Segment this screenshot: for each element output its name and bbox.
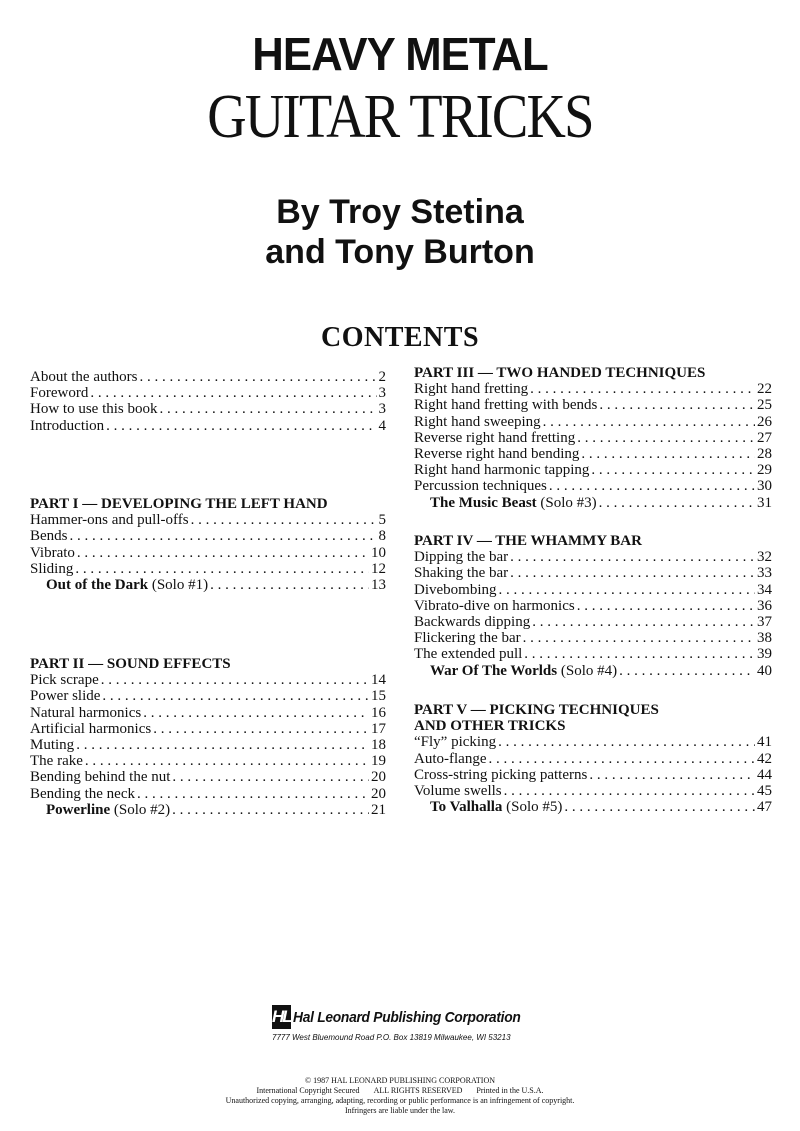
leader-dots bbox=[589, 767, 755, 783]
toc-entry[interactable] bbox=[30, 672, 386, 688]
toc-entry[interactable] bbox=[30, 737, 386, 753]
publisher-name: Hal Leonard Publishing Corporation bbox=[292, 1008, 521, 1026]
solo-title: The Music Beast bbox=[430, 494, 537, 511]
toc-entry[interactable] bbox=[414, 630, 772, 646]
leader-dots bbox=[172, 769, 369, 785]
leader-dots bbox=[530, 381, 755, 397]
toc-entry-page: 16 bbox=[371, 704, 386, 721]
toc-entry[interactable] bbox=[30, 545, 386, 561]
toc-entry-page: 26 bbox=[757, 413, 772, 430]
leader-dots bbox=[76, 737, 369, 753]
leader-dots bbox=[488, 751, 755, 767]
toc-part-4 bbox=[414, 533, 772, 679]
unauthorized-line: Unauthorized copying, arranging, adapting, recording or public performance is an infringement of copyright. bbox=[225, 1096, 575, 1105]
toc-entry-page: 15 bbox=[371, 688, 386, 705]
leader-dots bbox=[139, 369, 376, 385]
toc-solo-entry[interactable] bbox=[414, 495, 772, 511]
toc-entry-page: 37 bbox=[757, 613, 772, 630]
author-line-2: and Tony Burton bbox=[265, 233, 535, 271]
leader-dots bbox=[70, 528, 377, 544]
toc-entry[interactable] bbox=[414, 478, 772, 494]
toc-entry-label: The extended pull bbox=[414, 646, 523, 663]
leader-dots bbox=[599, 397, 755, 413]
part-heading: PART IV — THE WHAMMY BAR bbox=[414, 533, 642, 549]
toc-entry[interactable] bbox=[30, 769, 386, 785]
toc-entry[interactable] bbox=[414, 614, 772, 630]
toc-entry-label: “Fly” picking bbox=[414, 734, 497, 751]
publisher-logo bbox=[272, 1005, 532, 1029]
contents-heading: CONTENTS bbox=[320, 322, 480, 353]
leader-dots bbox=[90, 385, 376, 401]
leader-dots bbox=[172, 802, 369, 818]
toc-entry-page: 17 bbox=[371, 720, 386, 737]
leader-dots bbox=[524, 646, 755, 662]
toc-entry-label: Percussion techniques bbox=[414, 478, 547, 495]
publisher-block bbox=[272, 1005, 532, 1042]
book-title-line1: HEAVY METAL bbox=[252, 28, 548, 80]
toc-entry-label: Hammer-ons and pull-offs bbox=[30, 512, 189, 529]
part-heading: PART II — SOUND EFFECTS bbox=[30, 656, 231, 672]
leader-dots bbox=[591, 462, 755, 478]
toc-solo-entry[interactable] bbox=[414, 799, 772, 815]
toc-entry-label: Right hand harmonic tapping bbox=[414, 462, 590, 479]
leader-dots bbox=[504, 783, 755, 799]
toc-entry[interactable] bbox=[30, 418, 386, 434]
toc-entry-page: 4 bbox=[378, 417, 386, 434]
toc-entry[interactable] bbox=[414, 734, 772, 750]
rights-printed-in: Printed in the U.S.A. bbox=[476, 1086, 544, 1095]
book-title-line2: GUITAR TRICKS bbox=[207, 83, 593, 151]
leader-dots bbox=[498, 734, 755, 750]
toc-solo-entry[interactable] bbox=[30, 802, 386, 818]
toc-intro-section bbox=[30, 369, 386, 434]
toc-entry-label: Introduction bbox=[30, 417, 105, 434]
leader-dots bbox=[153, 721, 369, 737]
toc-entry[interactable] bbox=[30, 561, 386, 577]
toc-entry[interactable] bbox=[414, 462, 772, 478]
toc-entry-page: 27 bbox=[757, 429, 772, 446]
toc-entry[interactable] bbox=[414, 767, 772, 783]
toc-entry[interactable] bbox=[30, 401, 386, 417]
toc-entry[interactable] bbox=[414, 751, 772, 767]
leader-dots bbox=[210, 577, 369, 593]
toc-entry[interactable] bbox=[414, 646, 772, 662]
toc-entry-page: 32 bbox=[757, 549, 772, 566]
toc-entry-page: 40 bbox=[757, 662, 772, 679]
leader-dots bbox=[581, 446, 755, 462]
toc-part-3 bbox=[414, 365, 772, 511]
toc-entry[interactable] bbox=[414, 783, 772, 799]
leader-dots bbox=[85, 753, 369, 769]
toc-entry-label: Power slide bbox=[30, 688, 101, 705]
rights-line bbox=[0, 1086, 800, 1096]
publisher-address: 7777 West Bluemound Road P.O. Box 13819 Milwaukee, WI 53213 bbox=[272, 1033, 511, 1042]
toc-entry-label: Muting bbox=[30, 736, 75, 753]
toc-entry-label bbox=[46, 802, 170, 818]
toc-entry-page: 42 bbox=[757, 750, 772, 767]
toc-entry-label: Reverse right hand bending bbox=[414, 445, 580, 462]
leader-dots bbox=[577, 598, 755, 614]
toc-entry-page: 19 bbox=[371, 753, 386, 770]
toc-entry-page: 18 bbox=[371, 736, 386, 753]
toc-entry-label bbox=[430, 663, 617, 679]
leader-dots bbox=[549, 478, 755, 494]
leader-dots bbox=[160, 401, 377, 417]
solo-title: Out of the Dark bbox=[46, 576, 149, 593]
toc-entry-page: 3 bbox=[378, 401, 386, 418]
toc-entry-page: 34 bbox=[757, 581, 772, 598]
leader-dots bbox=[499, 582, 756, 598]
solo-number: (Solo #1) bbox=[148, 576, 209, 593]
toc-entry-label: Right hand sweeping bbox=[414, 413, 541, 430]
leader-dots bbox=[564, 799, 755, 815]
toc-entry[interactable] bbox=[414, 381, 772, 397]
toc-entry-page: 30 bbox=[757, 478, 772, 495]
solo-number: (Solo #5) bbox=[502, 799, 563, 816]
toc-entry-label: How to use this book bbox=[30, 401, 158, 418]
leader-dots bbox=[543, 414, 755, 430]
leader-dots bbox=[532, 614, 755, 630]
toc-entry-page: 10 bbox=[371, 544, 386, 561]
leader-dots bbox=[191, 512, 377, 528]
hl-logo-icon: HL bbox=[272, 1005, 291, 1029]
part-heading-continued: AND OTHER TRICKS bbox=[414, 718, 566, 735]
toc-part-1 bbox=[30, 496, 386, 593]
toc-entry[interactable] bbox=[414, 430, 772, 446]
toc-entry-page: 31 bbox=[757, 494, 772, 511]
leader-dots bbox=[102, 688, 369, 704]
toc-entry-page: 39 bbox=[757, 646, 772, 663]
infringers-line: Infringers are liable under the law. bbox=[344, 1106, 456, 1115]
toc-entry-page: 41 bbox=[757, 734, 772, 751]
leader-dots bbox=[143, 705, 369, 721]
toc-entry-page: 21 bbox=[371, 801, 386, 818]
toc-entry-page: 25 bbox=[757, 397, 772, 414]
toc-entry-page: 38 bbox=[757, 630, 772, 647]
toc-entry-label: Sliding bbox=[30, 560, 74, 577]
toc-entry-label bbox=[430, 799, 562, 815]
solo-title: War Of The Worlds bbox=[430, 662, 558, 679]
toc-entry[interactable] bbox=[414, 565, 772, 581]
rights-reserved: ALL RIGHTS RESERVED bbox=[373, 1086, 463, 1095]
leader-dots bbox=[599, 495, 755, 511]
leader-dots bbox=[77, 545, 369, 561]
leader-dots bbox=[577, 430, 755, 446]
toc-entry-label: Volume swells bbox=[414, 782, 502, 799]
rights-copyright-secured: International Copyright Secured bbox=[256, 1086, 360, 1095]
toc-entry-label: Right hand fretting bbox=[414, 381, 529, 398]
toc-entry-label: Cross-string picking patterns bbox=[414, 766, 588, 783]
toc-entry[interactable] bbox=[414, 582, 772, 598]
copyright-line: © 1987 HAL LEONARD PUBLISHING CORPORATION bbox=[304, 1076, 495, 1085]
toc-entry-label: Bending behind the nut bbox=[30, 769, 171, 786]
toc-part-2 bbox=[30, 656, 386, 818]
toc-entry-page: 28 bbox=[757, 445, 772, 462]
toc-entry-page: 20 bbox=[371, 769, 386, 786]
leader-dots bbox=[619, 663, 755, 679]
toc-entry-page: 45 bbox=[757, 782, 772, 799]
toc-entry-label: Vibrato-dive on harmonics bbox=[414, 597, 575, 614]
part-heading: PART I — DEVELOPING THE LEFT HAND bbox=[30, 496, 328, 512]
part-heading: PART III — TWO HANDED TECHNIQUES bbox=[414, 365, 706, 381]
toc-entry[interactable] bbox=[30, 786, 386, 802]
toc-entry-label: Right hand fretting with bends bbox=[414, 397, 598, 414]
toc-entry-page: 22 bbox=[757, 381, 772, 398]
toc-entry[interactable] bbox=[414, 446, 772, 462]
toc-part-5 bbox=[414, 702, 772, 815]
toc-entry[interactable] bbox=[30, 528, 386, 544]
toc-entry-page: 29 bbox=[757, 462, 772, 479]
leader-dots bbox=[523, 630, 755, 646]
toc-entry-label: Artificial harmonics bbox=[30, 720, 152, 737]
leader-dots bbox=[510, 565, 755, 581]
toc-entry[interactable] bbox=[414, 598, 772, 614]
toc-entry-page: 44 bbox=[757, 766, 772, 783]
toc-entry-label: Flickering the bar bbox=[414, 630, 521, 647]
authors bbox=[0, 192, 800, 272]
leader-dots bbox=[137, 786, 369, 802]
toc-entry-page: 20 bbox=[371, 785, 386, 802]
leader-dots bbox=[106, 418, 376, 434]
toc-entry-page: 3 bbox=[378, 385, 386, 402]
toc-entry-label: Backwards dipping bbox=[414, 613, 531, 630]
toc-entry-page: 14 bbox=[371, 672, 386, 689]
toc-entry-page: 47 bbox=[757, 799, 772, 816]
toc-entry-label bbox=[46, 577, 208, 593]
toc-entry-label: About the authors bbox=[30, 369, 138, 385]
author-line-1: By Troy Stetina bbox=[276, 193, 524, 231]
leader-dots bbox=[510, 549, 755, 565]
leader-dots bbox=[75, 561, 369, 577]
toc-entry-page: 12 bbox=[371, 560, 386, 577]
leader-dots bbox=[101, 672, 369, 688]
toc-entry[interactable] bbox=[30, 369, 386, 385]
toc-entry[interactable] bbox=[414, 549, 772, 565]
copyright-notice bbox=[0, 1076, 800, 1116]
toc-entry-page: 5 bbox=[378, 512, 386, 529]
toc-entry-label: Natural harmonics bbox=[30, 704, 142, 721]
solo-title: Powerline bbox=[46, 801, 111, 818]
toc-entry-label: Vibrato bbox=[30, 544, 75, 561]
solo-number: (Solo #2) bbox=[110, 801, 171, 818]
toc-entry-page: 13 bbox=[371, 576, 386, 593]
solo-number: (Solo #3) bbox=[536, 494, 597, 511]
toc-entry[interactable] bbox=[30, 688, 386, 704]
toc-entry-page: 36 bbox=[757, 597, 772, 614]
part-heading: PART V — PICKING TECHNIQUES bbox=[414, 702, 659, 718]
toc-entry[interactable] bbox=[30, 705, 386, 721]
toc-entry-label: Dipping the bar bbox=[414, 549, 509, 566]
toc-entry[interactable] bbox=[30, 385, 386, 401]
toc-entry[interactable] bbox=[414, 414, 772, 430]
toc-entry-label: Bends bbox=[30, 528, 68, 545]
toc-entry-label bbox=[430, 495, 597, 511]
toc-entry-page: 33 bbox=[757, 565, 772, 582]
toc-entry-label: Pick scrape bbox=[30, 672, 99, 689]
toc-entry-label: Shaking the bar bbox=[414, 565, 509, 582]
toc-entry-label: Foreword bbox=[30, 385, 89, 402]
toc-entry[interactable] bbox=[30, 721, 386, 737]
toc-solo-entry[interactable] bbox=[30, 577, 386, 593]
toc-entry-label: Divebombing bbox=[414, 581, 497, 598]
toc-entry[interactable] bbox=[30, 512, 386, 528]
toc-entry-label: Auto-flange bbox=[414, 750, 487, 767]
toc-solo-entry[interactable] bbox=[414, 663, 772, 679]
toc-entry-page: 8 bbox=[378, 528, 386, 545]
solo-number: (Solo #4) bbox=[557, 662, 618, 679]
toc-entry[interactable] bbox=[30, 753, 386, 769]
toc-entry[interactable] bbox=[414, 397, 772, 413]
toc-entry-label: The rake bbox=[30, 753, 83, 770]
solo-title: To Valhalla bbox=[430, 799, 503, 816]
toc-entry-page: 2 bbox=[378, 369, 386, 385]
toc-entry-label: Bending the neck bbox=[30, 785, 135, 802]
toc-entry-label: Reverse right hand fretting bbox=[414, 429, 576, 446]
